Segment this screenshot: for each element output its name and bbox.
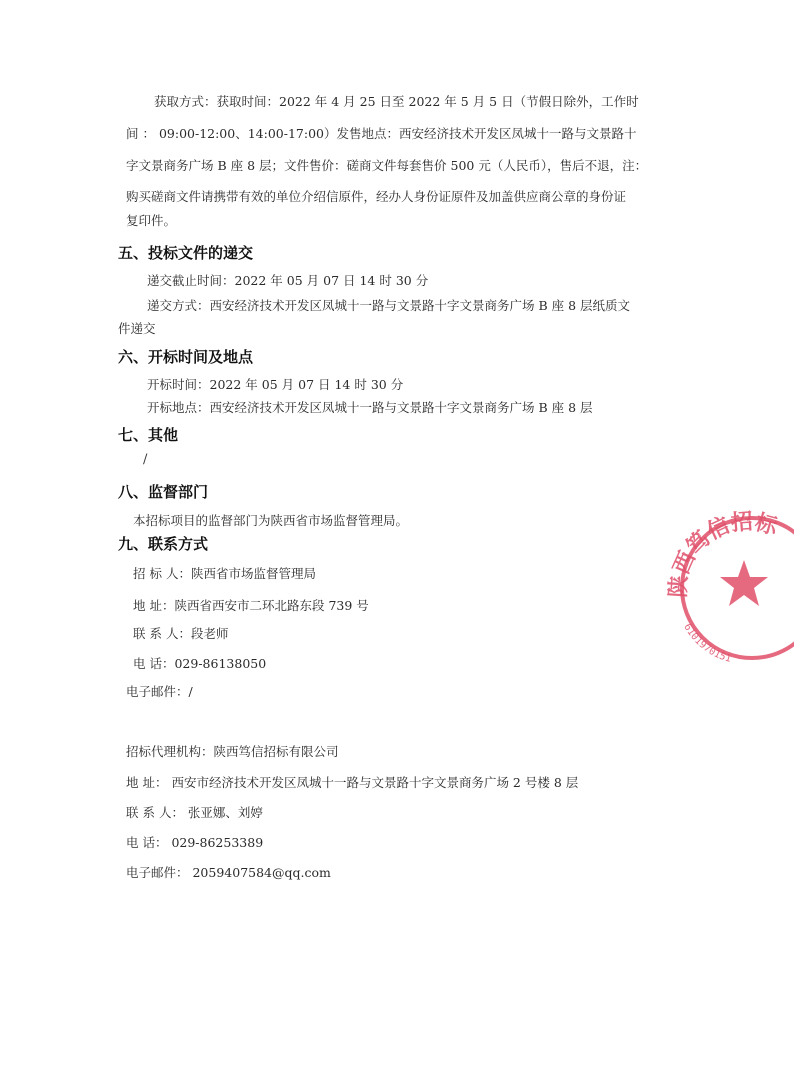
acquisition-line-3: 字文景商务广场 B 座 8 层；文件售价：磋商文件每套售价 500 元（人民币），售后不退，注：	[126, 158, 648, 173]
supervision-content: 本招标项目的监督部门为陕西省市场监督管理局。	[133, 513, 409, 528]
agency-contact: 联 系 人： 张亚娜、刘婷	[126, 805, 263, 820]
tenderer-phone: 电 话：029-86138050	[133, 656, 267, 671]
opening-time: 开标时间：2022 年 05 月 07 日 14 时 30 分	[147, 377, 404, 392]
tenderer-name: 招 标 人：陕西省市场监督管理局	[133, 566, 316, 581]
section-6-heading: 六、开标时间及地点	[118, 348, 254, 366]
acquisition-line-4: 购买磋商文件请携带有效的单位介绍信原件，经办人身份证原件及加盖供应商公章的身份证	[126, 189, 627, 204]
other-content: /	[143, 452, 148, 467]
opening-place: 开标地点：西安经济技术开发区凤城十一路与文景路十字文景商务广场 B 座 8 层	[147, 400, 593, 415]
company-seal-stamp	[664, 508, 794, 668]
tenderer-contact: 联 系 人：段老师	[133, 626, 229, 641]
seal-star-icon	[720, 560, 768, 606]
tenderer-address: 地 址：陕西省西安市二环北路东段 739 号	[133, 598, 369, 613]
submission-method-line-2: 件递交	[118, 321, 156, 336]
section-9-heading: 九、联系方式	[118, 535, 209, 553]
seal-number-text: 6101970151	[681, 621, 733, 665]
submission-method-line-1: 递交方式：西安经济技术开发区凤城十一路与文景路十字文景商务广场 B 座 8 层纸质文	[147, 298, 631, 313]
agency-phone: 电 话： 029-86253389	[126, 835, 264, 850]
submission-deadline: 递交截止时间：2022 年 05 月 07 日 14 时 30 分	[147, 273, 429, 288]
acquisition-line-5: 复印件。	[126, 213, 177, 228]
acquisition-line-1: 获取方式：获取时间：2022 年 4 月 25 日至 2022 年 5 月 5 日（节假日除外，工作时	[154, 94, 639, 109]
seal-name-text: 陕西笃信招标	[666, 509, 781, 599]
agency-address: 地 址： 西安市经济技术开发区凤城十一路与文景路十字文景商务广场 2 号楼 8 层	[126, 775, 579, 790]
section-5-heading: 五、投标文件的递交	[118, 244, 254, 262]
agency-name: 招标代理机构：陕西笃信招标有限公司	[126, 744, 339, 759]
acquisition-line-2: 间 ： 09:00-12:00、14:00-17:00）发售地点：西安经济技术开发区凤城十一路与文景路十	[126, 126, 637, 141]
section-7-heading: 七、其他	[118, 426, 179, 444]
tenderer-email: 电子邮件：/	[126, 684, 193, 699]
agency-email: 电子邮件： 2059407584@qq.com	[126, 865, 331, 880]
section-8-heading: 八、监督部门	[118, 483, 209, 501]
